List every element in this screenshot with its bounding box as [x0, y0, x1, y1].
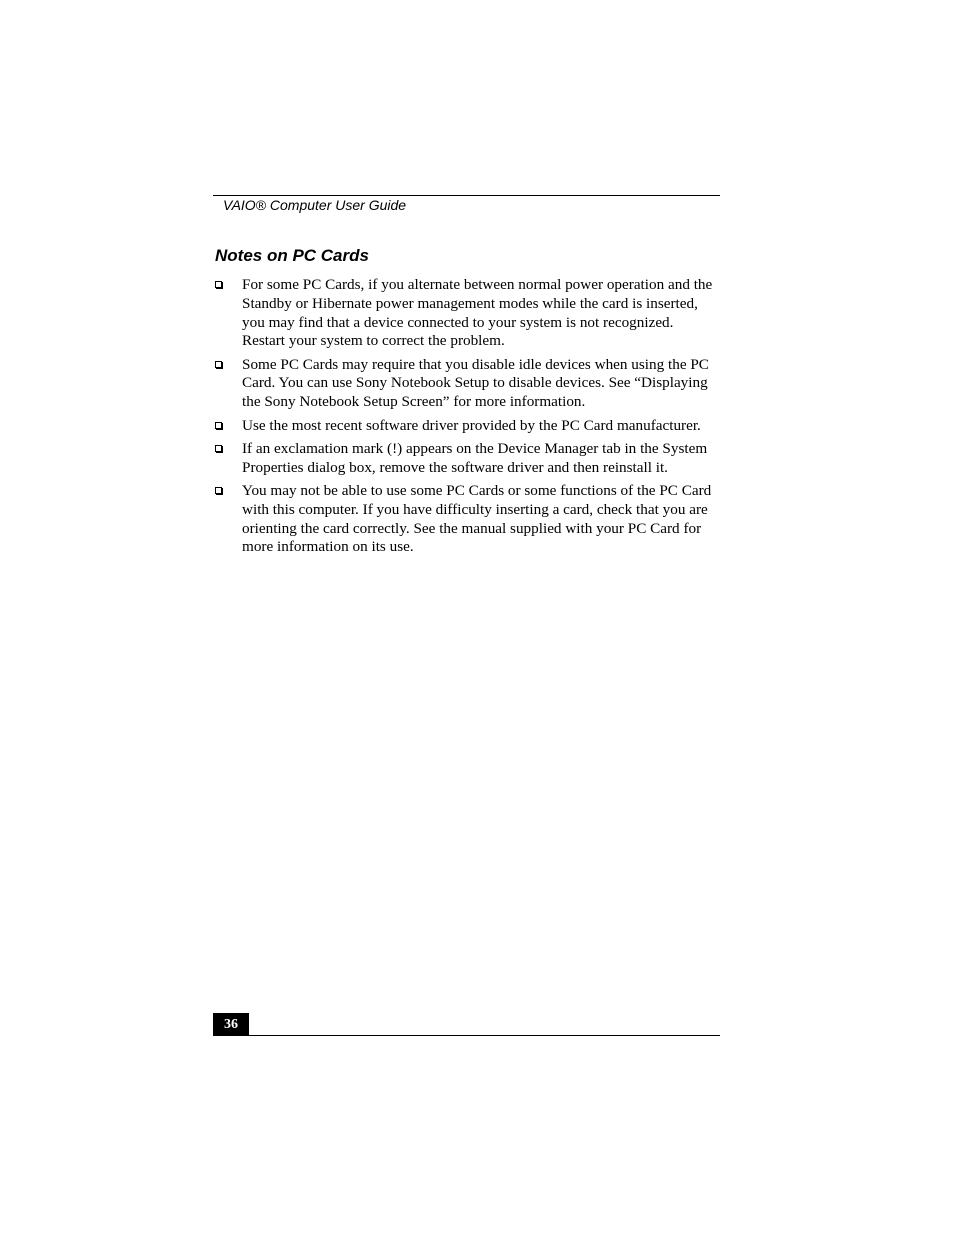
list-item — [213, 482, 720, 557]
checkbox-bullet-icon — [215, 361, 222, 368]
section-heading: Notes on PC Cards — [215, 246, 369, 265]
list-item — [213, 356, 720, 412]
list-item-text: If an exclamation mark (!) appears on the Device Manager tab in the System Properties dialog box, remove the software driver and then reinstall it. — [242, 439, 708, 476]
list-item — [213, 417, 720, 436]
list-item-text: For some PC Cards, if you alternate between normal power operation and the Standby or Hibernate power management modes while the card is inserted, you may find that a device connected to your system is not recognized. Restart your system to correct the problem. — [242, 276, 713, 350]
checkbox-bullet-icon — [215, 445, 222, 452]
list-item-text: Some PC Cards may require that you disable idle devices when using the PC Card. You can use Sony Notebook Setup to disable devices. See “Displaying the Sony Notebook Setup Screen” for more information. — [242, 355, 709, 411]
list-item — [213, 276, 720, 351]
running-header: VAIO® Computer User Guide — [223, 197, 407, 213]
checkbox-bullet-icon — [215, 487, 222, 494]
footer-rule — [213, 1035, 720, 1036]
list-item-text: Use the most recent software driver provided by the PC Card manufacturer. — [242, 416, 701, 434]
page-number: 36 — [213, 1013, 249, 1036]
notes-list — [213, 276, 720, 562]
list-item — [213, 440, 720, 478]
list-item-text: You may not be able to use some PC Cards or some functions of the PC Card with this computer. If you have difficulty inserting a card, check that you are orienting the card correctly. See the manual supplied with your PC Card for more information on its use. — [242, 481, 712, 556]
checkbox-bullet-icon — [215, 281, 222, 288]
checkbox-bullet-icon — [215, 422, 222, 429]
